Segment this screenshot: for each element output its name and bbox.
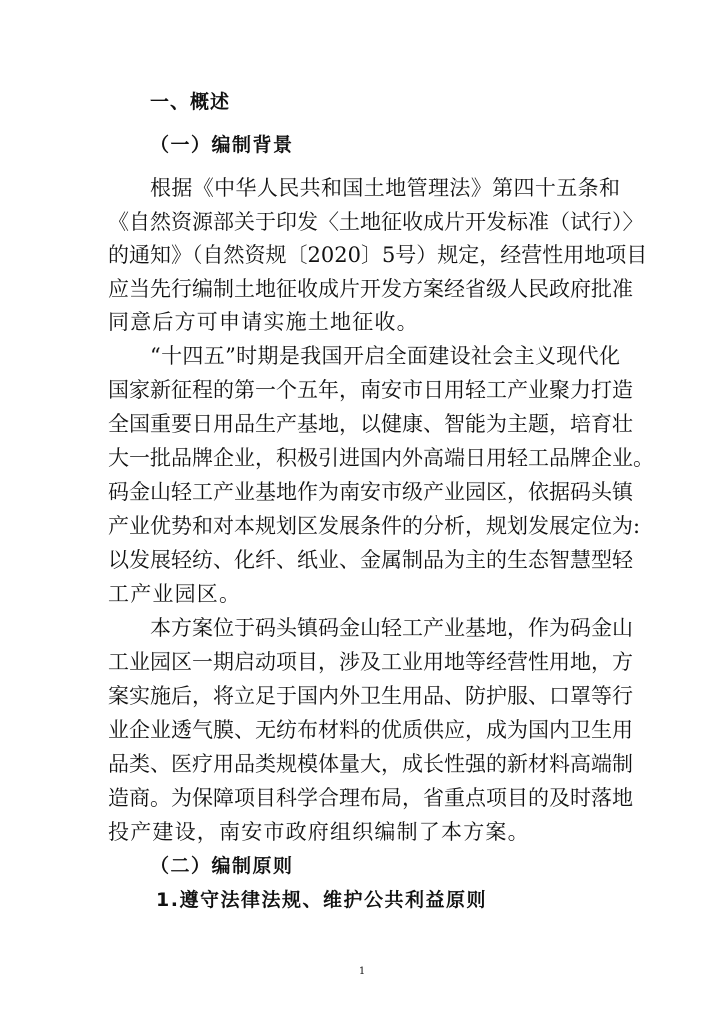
section-title-principles: （二）编制原则 <box>150 855 294 877</box>
paragraph-line: 以发展轻纺、化纤、纸业、金属制品为主的生态智慧型轻 <box>108 548 633 572</box>
paragraph-line: 投产建设，南安市政府组织编制了本方案。 <box>108 820 530 844</box>
paragraph-line: 案实施后，将立足于国内外卫生用品、防护服、口罩等行 <box>108 684 633 708</box>
paragraph-line: 品类、医疗用品类规模体量大，成长性强的新材料高端制 <box>108 752 633 776</box>
paragraph-line: 造商。为保障项目科学合理布局，省重点项目的及时落地 <box>108 786 633 810</box>
paragraph-line: “十四五”时期是我国开启全面建设社会主义现代化 <box>150 344 620 368</box>
principle-subtitle: 1.遵守法律法规、维护公共利益原则 <box>156 889 487 911</box>
paragraph-line: 全国重要日用品生产基地，以健康、智能为主题，培育壮 <box>108 412 633 436</box>
page-number: 1 <box>358 966 366 977</box>
paragraph-line: 业企业透气膜、无纺布材料的优质供应，成为国内卫生用 <box>108 718 633 742</box>
paragraph-line: 产业优势和对本规划区发展条件的分析，规划发展定位为: <box>108 514 641 538</box>
paragraph-line: 《自然资源部关于印发〈土地征收成片开发标准（试行）〉 <box>108 210 644 234</box>
paragraph-line: 本方案位于码头镇码金山轻工产业基地，作为码金山 <box>150 616 633 640</box>
paragraph-line: 的通知》（自然资规〔2020〕5号）规定，经营性用地项目 <box>108 243 648 267</box>
heading-overview: 一、概述 <box>150 91 231 113</box>
paragraph-line: 同意后方可申请实施土地征收。 <box>108 310 419 334</box>
paragraph-line: 根据《中华人民共和国土地管理法》第四十五条和 <box>150 176 620 200</box>
paragraph-line: 码金山轻工产业基地作为南安市级产业园区，依据码头镇 <box>108 480 633 504</box>
paragraph-line: 国家新征程的第一个五年，南安市日用轻工产业聚力打造 <box>108 378 633 402</box>
paragraph-line: 工产业园区。 <box>108 582 242 606</box>
paragraph-line: 大一批品牌企业，积极引进国内外高端日用轻工品牌企业。 <box>108 446 654 470</box>
paragraph-line: 应当先行编制土地征收成片开发方案经省级人民政府批准 <box>108 277 633 301</box>
paragraph-line: 工业园区一期启动项目，涉及工业用地等经营性用地，方 <box>108 650 633 674</box>
section-title-background: （一）编制背景 <box>150 134 294 156</box>
